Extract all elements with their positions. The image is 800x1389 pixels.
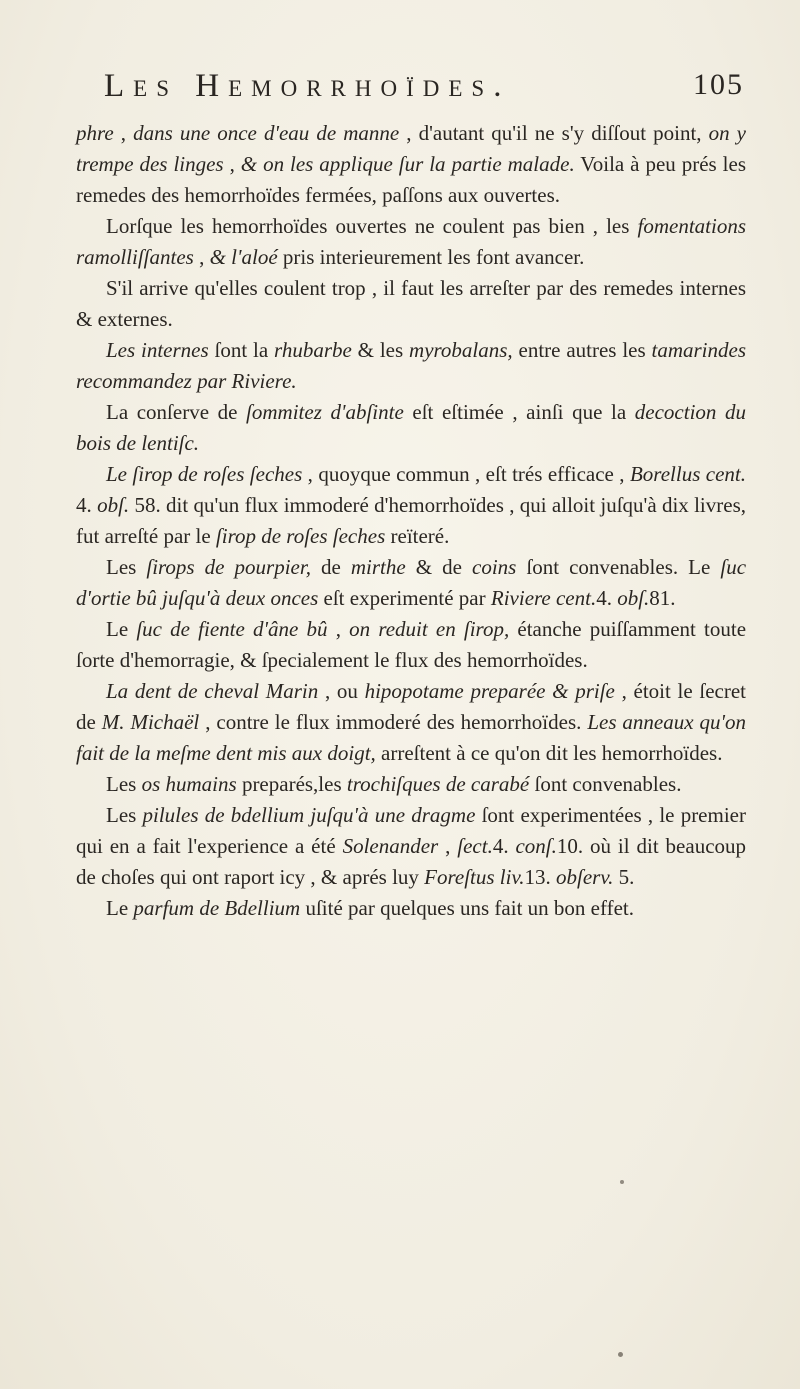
text-run: , étoit le ſecret de [76,679,747,734]
text-run: , [327,617,350,641]
text-run: 4. [76,493,98,517]
italic-run: Foreſtus liv. [424,865,525,889]
text-run: 58. dit qu'un flux immoderé d'hemorrhoïdes , qui alloit juſqu'à dix livres, fut arreſté par le [76,493,746,548]
text-run: , [193,245,210,269]
text-run: entre autres les [512,338,652,362]
paragraph [76,800,746,893]
paragraph [76,211,746,273]
italic-run: M. Michaël [101,710,200,734]
paragraph [76,893,746,924]
text-run: uſité par quelques uns fait un bon effet. [300,896,634,920]
text-run: ſont convenables. Le [516,555,721,579]
text-run: , [438,834,458,858]
text-run: , contre le flux immoderé des hemorrhoïdes. [199,710,588,734]
text-run: , d'autant qu'il ne s'y diſſout point, [399,121,709,145]
italic-run: mirthe [350,555,406,579]
text-run: La conſerve de [106,400,247,424]
italic-run: dans une once d'eau de manne [133,121,400,145]
text-run: Voila à peu prés les remedes des hemorrhoïdes fermées, paſſons aux ouvertes. [76,152,747,207]
paragraph [76,459,746,552]
text-run: ſont experimentées , le premier qui en a fait l'experience a été [76,803,746,858]
text-run: Les [106,555,147,579]
running-title: Les Hemorrhoïdes. [104,68,511,104]
italic-run: obſerv. [556,865,614,889]
text-run: , quoyque commun , eſt trés efficace , [302,462,630,486]
text-run: eſt eſtimée , ainſi que la [403,400,635,424]
italic-run: Riviere cent. [490,586,597,610]
text-run: , ou [318,679,365,703]
body-text [76,118,746,924]
italic-run: obſ. [97,493,130,517]
italic-run: ſuc de fiente d'âne bû [136,617,328,641]
italic-run: Solenander [342,834,439,858]
paragraph [76,676,746,769]
text-run: pris interieurement les font avancer. [277,245,585,269]
text-run: preparés,les [236,772,347,796]
text-run: de [310,555,351,579]
italic-run: on y trempe des linges [76,121,746,176]
italic-run: os humains [141,772,237,796]
italic-run: conſ. [515,834,557,858]
paragraph [76,614,746,676]
text-run: 4. [492,834,516,858]
italic-run: ſuc d'ortie bû juſqu'à deux onces [76,555,747,610]
text-run: Les [106,803,143,827]
page-number: 105 [693,68,744,101]
text-run: 4. [596,586,618,610]
paragraph [76,397,746,459]
italic-run: & l'aloé [209,245,278,269]
paragraph [76,273,746,335]
italic-run: La dent de cheval Marin [106,679,319,703]
ink-speck [620,1180,624,1184]
paragraph [76,335,746,397]
text-run: étanche puiſſamment toute ſorte d'hemorragie, & ſpecialement le flux des hemorrhoïdes. [76,617,747,672]
text-run: 13. [524,865,556,889]
italic-run: ſirop de roſes ſeches [215,524,386,548]
text-run: Le [106,617,137,641]
paragraph [76,552,746,614]
page-header [104,68,744,112]
italic-run: ſommitez d'abſinte [246,400,404,424]
text-run: , [113,121,134,145]
italic-run: Borellus cent. [629,462,747,486]
italic-run: fomentations ramolliſſantes [76,214,746,269]
text-run: Les [106,772,142,796]
italic-run: ſirops de pourpier, [146,555,311,579]
italic-run: & on les applique ſur la partie malade. [240,152,575,176]
italic-run: on reduit en ſirop, [349,617,510,641]
italic-run: myrobalans, [409,338,513,362]
text-run: 10. où il dit beaucoup de choſes qui ont raport icy , & aprés luy [76,834,747,889]
text-run: S'il arrive qu'elles coulent trop , il faut les arreſter par des remedes internes & externes. [76,276,746,331]
text-run: ſont la [208,338,275,362]
italic-run: rhubarbe [274,338,352,362]
italic-run: hipopotame preparée & priſe [364,679,615,703]
italic-run: pilules de bdellium juſqu'à une dragme [142,803,476,827]
text-run: & de [405,555,472,579]
text-run: reïteré. [385,524,450,548]
italic-run: decoction du bois de lentiſc. [76,400,746,455]
italic-run: ſect. [457,834,493,858]
italic-run: tamarindes recommandez par Riviere. [76,338,746,393]
text-run: 5. [613,865,635,889]
text-run: , [223,152,241,176]
text-run: 81. [649,586,676,610]
text-run: Le [106,896,134,920]
text-run: ſont convenables. [529,772,682,796]
italic-run: phre [76,121,114,145]
paragraph [76,118,746,211]
text-run: eſt experimenté par [318,586,491,610]
text-run: & les [351,338,410,362]
ink-speck [618,1352,623,1357]
italic-run: trochiſques de carabé [346,772,530,796]
italic-run: Les anneaux qu'on fait de la meſme dent mis aux doigt, [76,710,746,765]
paragraph [76,769,746,800]
italic-run: parfum de Bdellium [133,896,301,920]
italic-run: Le ſirop de roſes ſeches [106,462,303,486]
italic-run: obſ. [617,586,650,610]
italic-run: coins [472,555,517,579]
text-run: arreſtent à ce qu'on dit les hemorrhoïdes. [375,741,723,765]
text-run: Lorſque les hemorrhoïdes ouvertes ne coulent pas bien , les [106,214,638,238]
italic-run: Les internes [106,338,209,362]
